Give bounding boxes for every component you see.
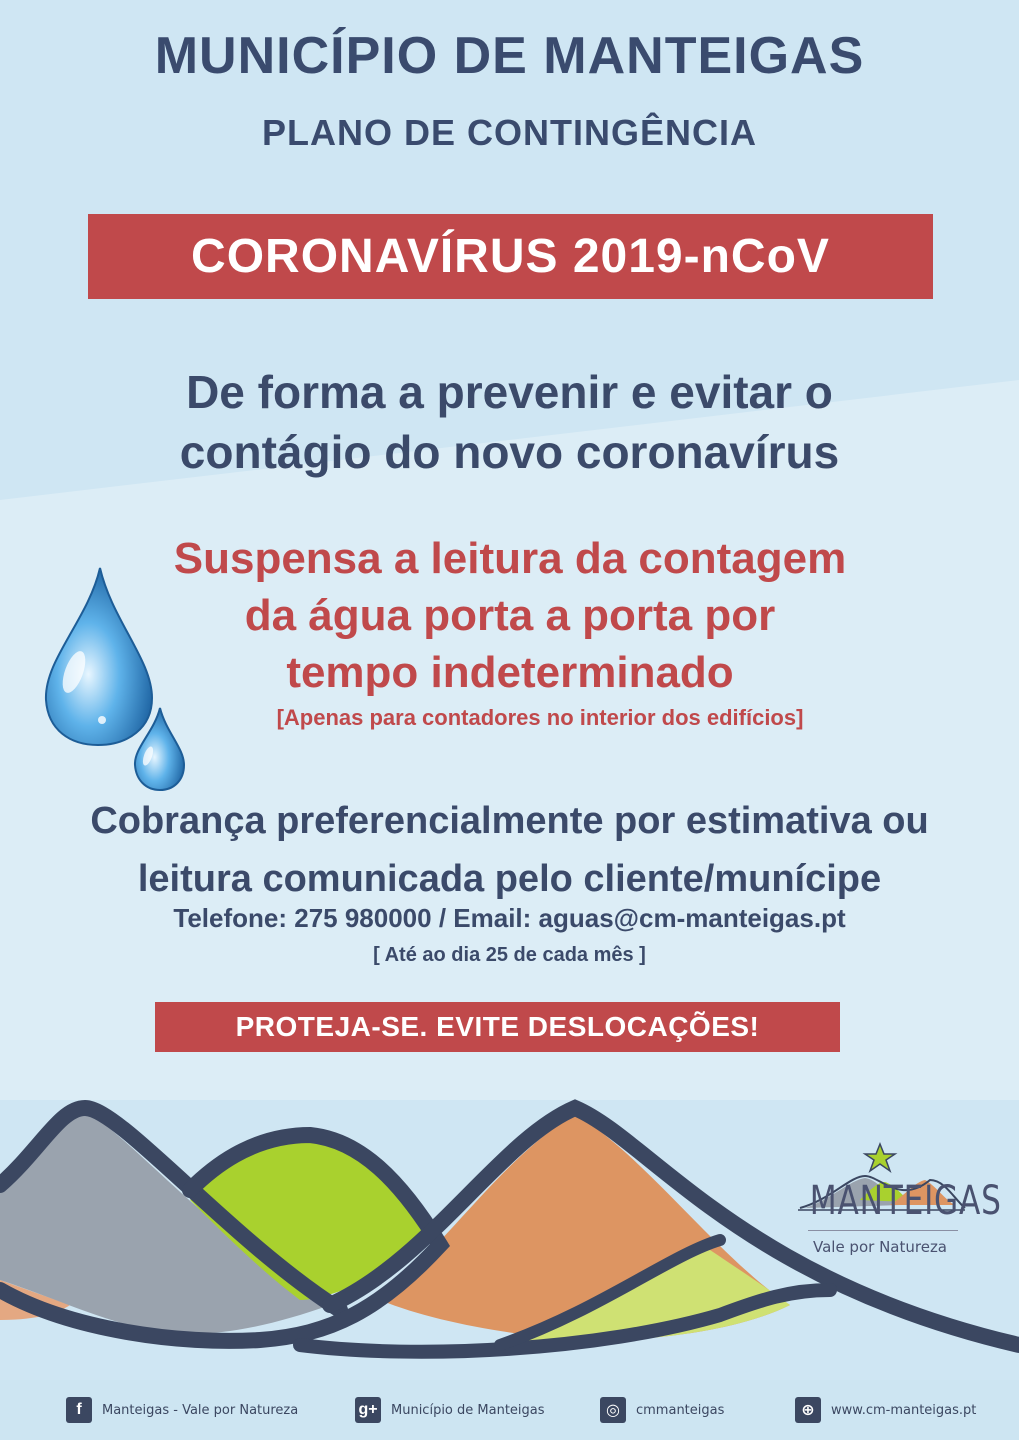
footer-facebook[interactable] [66, 1396, 298, 1424]
footer-instagram-label: cmmanteigas [636, 1402, 725, 1418]
notice-note: [Apenas para contadores no interior dos edifícios] [276, 705, 804, 730]
globe-icon: ⊕ [795, 1397, 821, 1423]
intro-line-1: De forma a prevenir e evitar o [186, 366, 833, 418]
protect-banner: PROTEJA-SE. EVITE DESLOCAÇÕES! [155, 1002, 840, 1052]
plan-subtitle: PLANO DE CONTINGÊNCIA [261, 112, 757, 153]
billing-text [0, 792, 1019, 908]
notice-line-3: tempo indeterminado [286, 648, 734, 697]
notice-line-1: Suspensa a leitura da contagem [173, 534, 847, 583]
billing-line-2: leitura comunicada pelo cliente/munícipe [137, 858, 882, 900]
contact-info: Telefone: 275 980000 / Email: aguas@cm-manteigas.pt [173, 903, 846, 933]
suspension-notice [60, 530, 960, 701]
logo-divider [808, 1230, 958, 1231]
deadline-note: [ Até ao dia 25 de cada mês ] [373, 944, 646, 966]
notice-line-2: da água porta a porta por [244, 591, 776, 640]
footer-facebook-label: Manteigas - Vale por Natureza [102, 1402, 299, 1418]
intro-text [0, 362, 1019, 482]
instagram-icon: ◎ [600, 1397, 626, 1423]
intro-line-2: contágio do novo coronavírus [179, 426, 840, 478]
billing-line-1: Cobrança preferencialmente por estimativa ou [90, 800, 929, 842]
logo-tagline: Vale por Natureza [812, 1238, 948, 1256]
footer-google-plus-label: Município de Manteigas [391, 1402, 545, 1418]
facebook-icon: f [66, 1397, 92, 1423]
coronavirus-banner: CORONAVÍRUS 2019-nCoV [88, 214, 933, 299]
municipality-title: MUNICÍPIO DE MANTEIGAS [154, 27, 865, 85]
logo-name: MANTEIGAS [809, 1178, 1002, 1224]
google-plus-icon: g+ [355, 1397, 381, 1423]
footer-instagram[interactable] [600, 1396, 724, 1424]
footer-google-plus[interactable] [355, 1396, 545, 1424]
footer-website-label: www.cm-manteigas.pt [831, 1402, 977, 1418]
footer-website[interactable] [795, 1396, 976, 1424]
